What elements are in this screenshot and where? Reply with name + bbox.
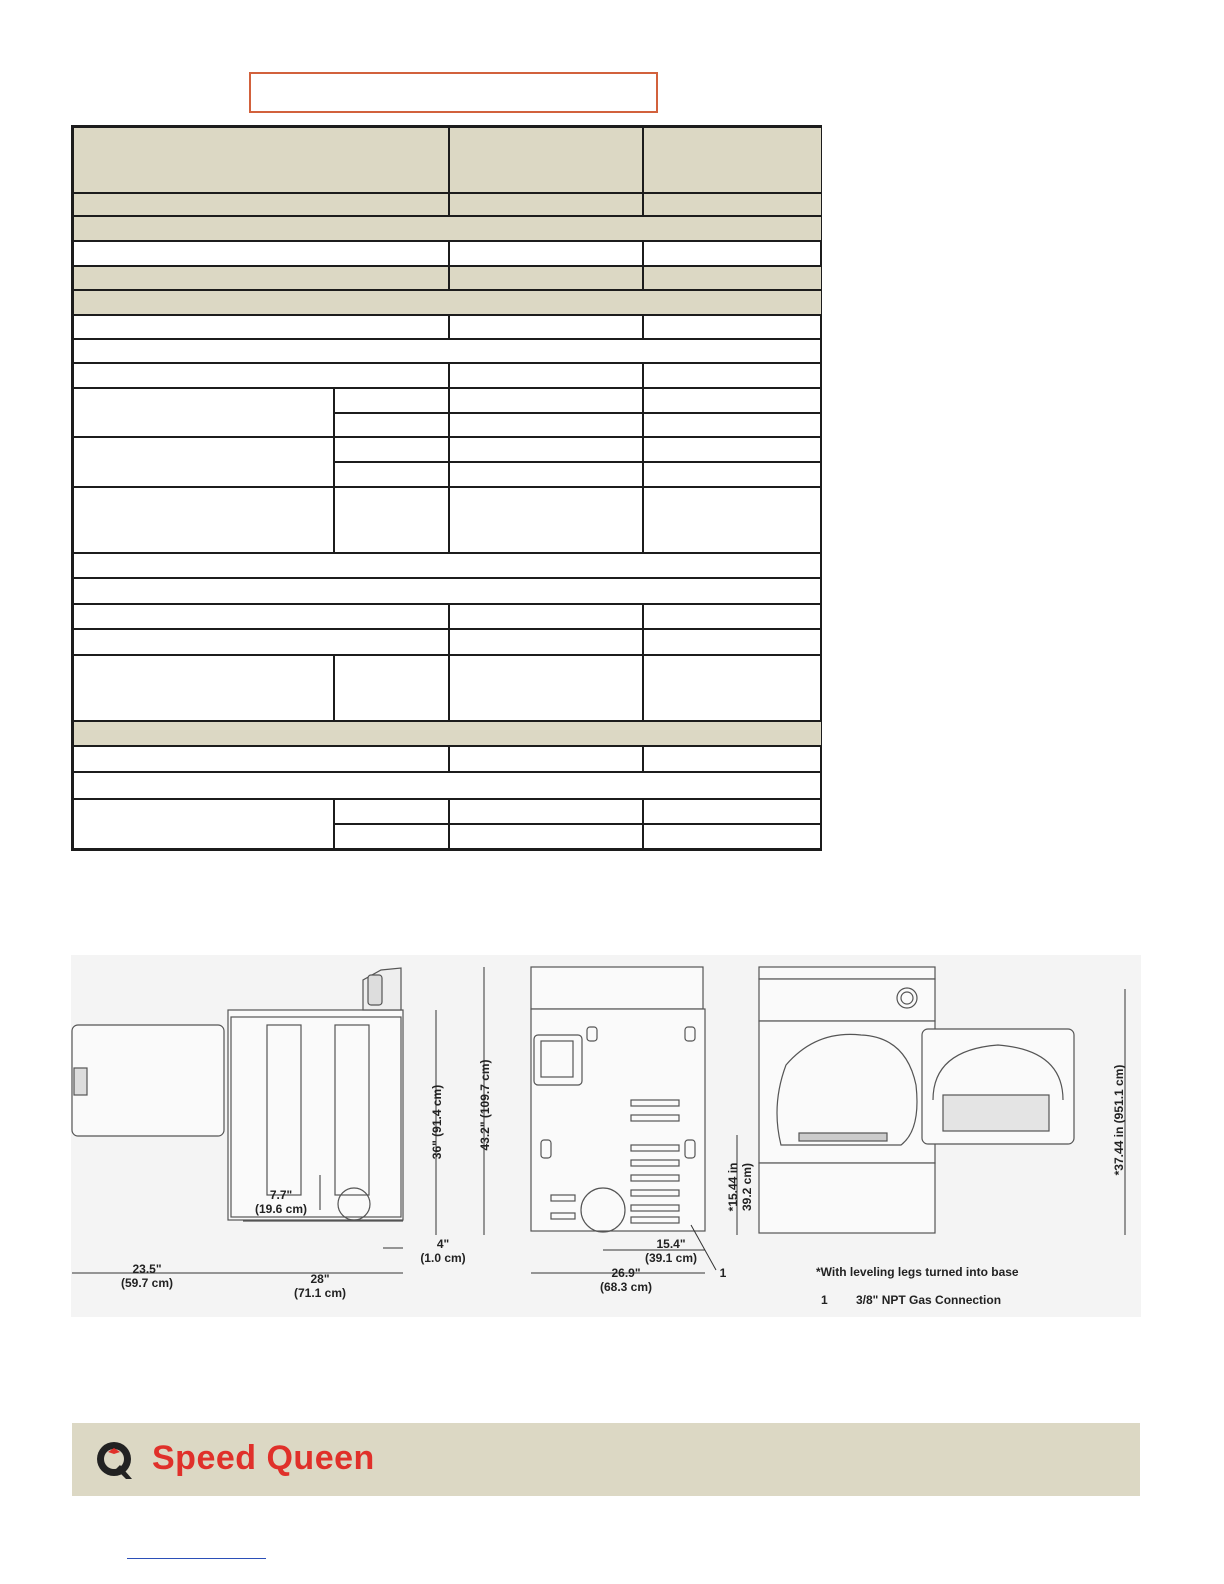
- table-cell: [643, 824, 822, 849]
- dim-vent-height: 7.7": [269, 1188, 293, 1202]
- table-cell: [643, 241, 822, 266]
- dim-width: 26.9": [611, 1266, 641, 1280]
- table-cell: [643, 604, 822, 629]
- table-cell: [449, 266, 643, 290]
- side-cabinet-drawing: [228, 1010, 403, 1220]
- table-row: [73, 604, 449, 629]
- table-group-label: [73, 388, 334, 437]
- table-cell: [449, 824, 643, 849]
- table-cell: [334, 487, 449, 553]
- dim-door-width: 23.5": [132, 1262, 162, 1276]
- table-cell: [449, 487, 643, 553]
- brand-name: Speed Queen: [152, 1439, 375, 1477]
- table-cell: [334, 462, 449, 487]
- dim-depth-cm: (71.1 cm): [293, 1286, 347, 1300]
- table-cell: [643, 193, 822, 216]
- table-cell: [643, 266, 822, 290]
- dimension-diagram: [71, 955, 1141, 1317]
- table-cell: [449, 241, 643, 266]
- table-cell: [643, 799, 822, 824]
- table-cell: [334, 413, 449, 437]
- callout-number: 1: [719, 1266, 727, 1280]
- table-cell: [643, 655, 822, 721]
- front-view-drawing: [759, 967, 935, 979]
- table-header-col-1: [449, 127, 643, 193]
- table-section-row: [73, 290, 822, 315]
- table-cell: [449, 462, 643, 487]
- dryer-drawing: [71, 955, 1141, 1317]
- table-group-label: [73, 437, 334, 487]
- table-cell: [643, 629, 822, 655]
- table-cell: [643, 388, 822, 413]
- dim-door-sill-cm: 39.2 cm): [740, 1162, 754, 1212]
- table-row: [73, 193, 449, 216]
- legend-text: 3/8" NPT Gas Connection: [856, 1293, 1002, 1307]
- speed-queen-logo-icon: [92, 1439, 142, 1483]
- dim-cabinet-height: 36" (91.4 cm): [430, 1084, 444, 1160]
- table-cell: [449, 193, 643, 216]
- table-cell: [643, 315, 822, 339]
- table-row: [73, 363, 449, 388]
- table-section-row: [73, 339, 822, 363]
- table-cell: [334, 388, 449, 413]
- table-cell: [643, 437, 822, 462]
- footer-band: [72, 1423, 1140, 1496]
- table-header-label: [73, 127, 449, 193]
- dim-door-width-cm: (59.7 cm): [120, 1276, 174, 1290]
- table-cell: [643, 462, 822, 487]
- dim-depth: 28": [310, 1272, 330, 1286]
- table-section-row: [73, 553, 822, 578]
- dim-vent-height-cm: (19.6 cm): [254, 1202, 308, 1216]
- table-cell: [334, 799, 449, 824]
- table-cell: [643, 487, 822, 553]
- rear-view-drawing: [531, 967, 703, 1009]
- diagram-footnote: *With leveling legs turned into base: [816, 1265, 1019, 1279]
- table-cell: [334, 824, 449, 849]
- table-cell: [643, 413, 822, 437]
- dim-door-top: *37.44 in (951.1 cm): [1112, 1064, 1126, 1176]
- dim-gas-offset: 15.4": [656, 1237, 686, 1251]
- table-cell: [449, 629, 643, 655]
- table-cell: [449, 388, 643, 413]
- table-cell: [643, 363, 822, 388]
- legend-number: 1: [821, 1293, 828, 1307]
- title-box: [249, 72, 658, 113]
- table-row: [73, 487, 334, 553]
- table-cell: [449, 363, 643, 388]
- table-group-label: [73, 799, 334, 849]
- side-door-drawing: [72, 1025, 224, 1136]
- dim-gas-offset-cm: (39.1 cm): [644, 1251, 698, 1265]
- dim-door-sill: *15.44 in: [726, 1162, 740, 1212]
- dim-total-height: 43.2" (109.7 cm): [478, 1059, 492, 1151]
- table-cell: [449, 655, 643, 721]
- table-cell: [643, 746, 822, 772]
- table-cell: [334, 437, 449, 462]
- table-row: [73, 629, 449, 655]
- table-cell: [449, 437, 643, 462]
- table-row: [73, 241, 449, 266]
- dim-width-cm: (68.3 cm): [599, 1280, 653, 1294]
- table-cell: [334, 655, 449, 721]
- table-cell: [449, 799, 643, 824]
- table-section-row: [73, 772, 822, 799]
- table-row: [73, 315, 449, 339]
- dim-leg-offset-cm: (1.0 cm): [420, 1251, 466, 1265]
- table-header-col-2: [643, 127, 822, 193]
- table-cell: [449, 413, 643, 437]
- table-row: [73, 655, 334, 721]
- table-cell: [449, 604, 643, 629]
- table-cell: [449, 746, 643, 772]
- table-cell: [449, 315, 643, 339]
- dim-leg-offset: 4": [436, 1237, 450, 1251]
- table-section-row: [73, 216, 822, 241]
- spec-table: [71, 125, 822, 851]
- bottom-link-underline[interactable]: [127, 1558, 266, 1559]
- table-row: [73, 746, 449, 772]
- table-row: [73, 266, 449, 290]
- table-section-row: [73, 578, 822, 604]
- table-section-row: [73, 721, 822, 746]
